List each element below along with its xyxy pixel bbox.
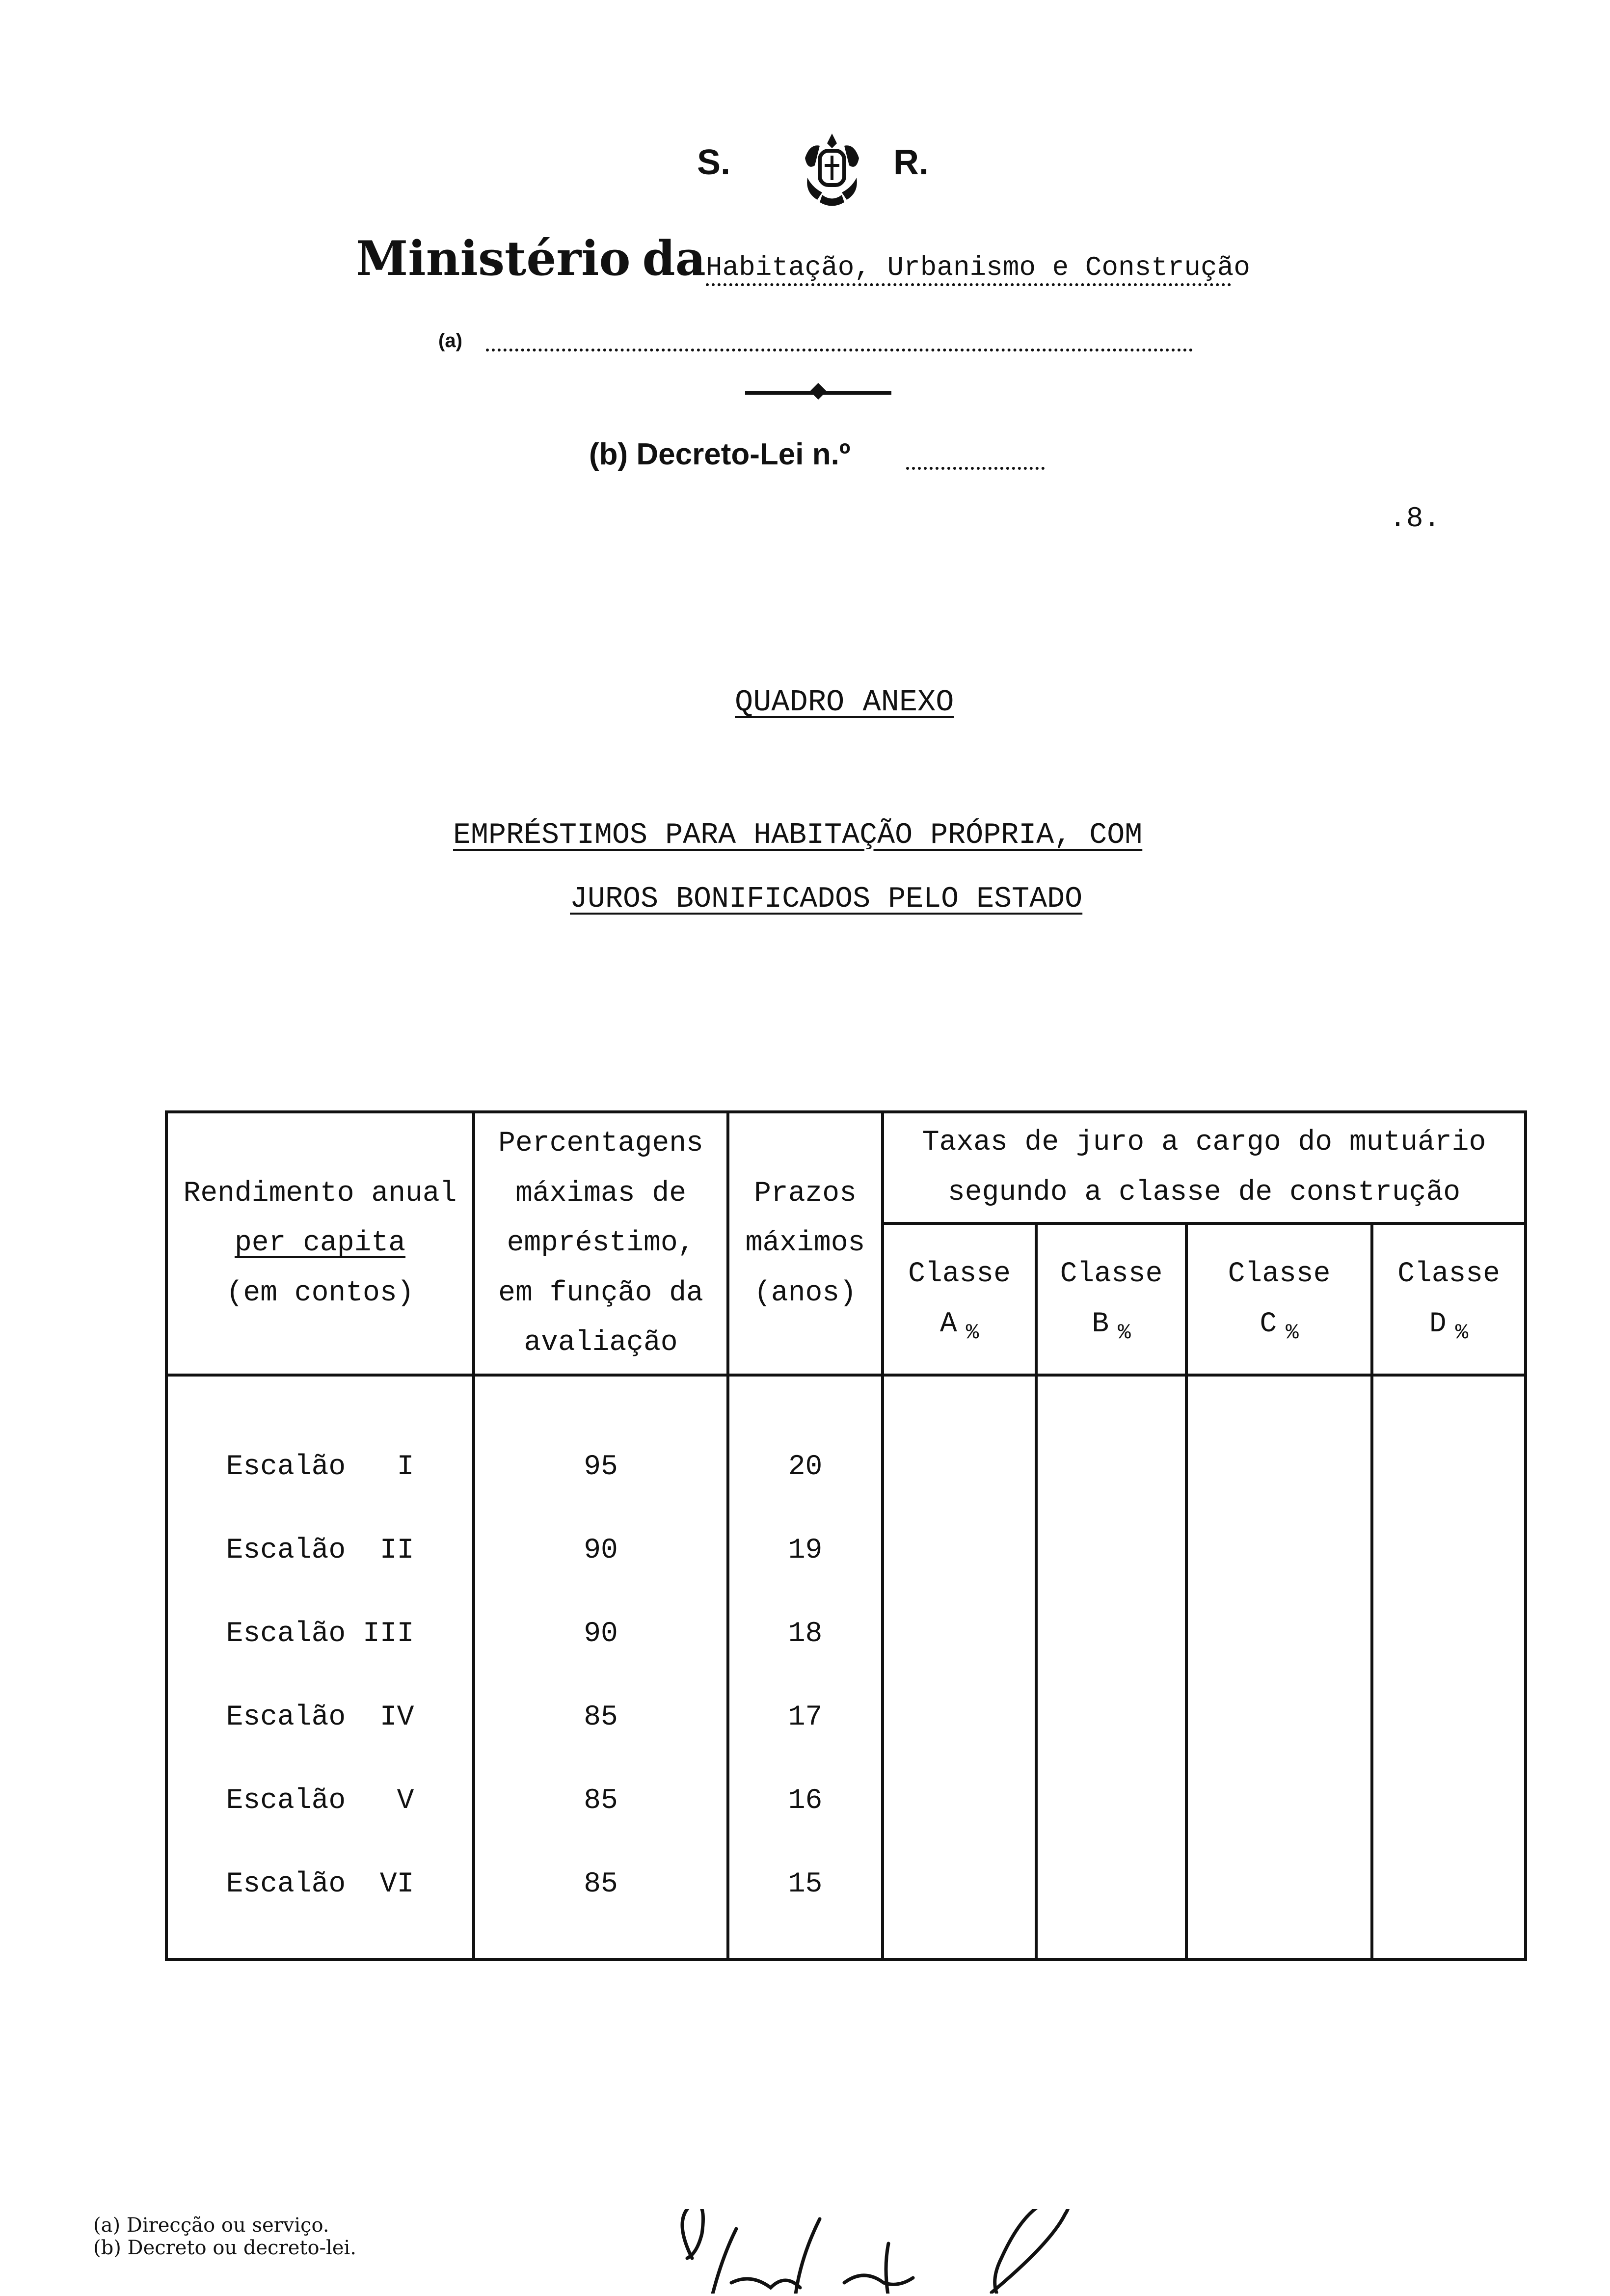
column-percent <box>474 1375 728 1960</box>
row-percent: 90 <box>584 1618 618 1650</box>
header-term <box>728 1112 883 1375</box>
column-class-d <box>1372 1375 1526 1960</box>
column-class-b <box>1036 1375 1186 1960</box>
row-bracket: Escalão IV <box>226 1702 414 1733</box>
class-label: Classe <box>1228 1258 1331 1290</box>
row-bracket: Escalão V <box>226 1785 414 1817</box>
header-class-a <box>883 1223 1036 1375</box>
ministry-name: Habitação, Urbanismo e Construção <box>706 252 1231 286</box>
row-term: 20 <box>788 1451 823 1483</box>
field-a-line <box>486 339 1193 351</box>
signature <box>658 2209 1237 2294</box>
ministry-prefix: Ministério <box>356 231 631 286</box>
header-class-b <box>1036 1223 1186 1375</box>
subtitle-line2: JUROS BONIFICADOS PELO ESTADO <box>570 883 1083 916</box>
class-letter: D <box>1429 1308 1447 1340</box>
header-term-line2: máximos <box>745 1227 865 1260</box>
footnotes <box>93 2214 356 2259</box>
column-class-a <box>883 1375 1036 1960</box>
subtitle-line1: EMPRÉSTIMOS PARA HABITAÇÃO PRÓPRIA, COM <box>453 819 1143 852</box>
class-unit: % <box>1286 1320 1299 1345</box>
row-term: 17 <box>788 1702 823 1733</box>
class-letter: C <box>1260 1308 1277 1340</box>
column-term <box>728 1375 883 1960</box>
ministry-line <box>356 231 1250 286</box>
header-class-d <box>1372 1223 1526 1375</box>
row-term: 15 <box>788 1868 823 1900</box>
header-percent: Percentagens máximas de empréstimo, em função da avaliação <box>474 1112 728 1375</box>
class-label: Classe <box>1060 1258 1163 1290</box>
decree-label: (b) Decreto-Lei n.º <box>589 437 851 471</box>
field-a-label: (a) <box>438 330 462 351</box>
row-bracket: Escalão III <box>226 1618 414 1650</box>
footnote-a: (a) Direcção ou serviço. <box>93 2214 329 2237</box>
letterhead-s: S. <box>697 143 731 182</box>
row-term: 19 <box>788 1535 823 1567</box>
decree-number-line <box>906 459 1045 470</box>
class-unit: % <box>1455 1320 1469 1345</box>
header-income-line3: (em contos) <box>226 1277 414 1309</box>
header-term-line1: Prazos <box>754 1177 857 1210</box>
class-letter: A <box>939 1308 957 1340</box>
header-income-line1: Rendimento anual <box>183 1177 457 1210</box>
row-percent: 85 <box>584 1785 618 1817</box>
ornament-diamond-icon <box>810 383 827 400</box>
header-income <box>166 1112 474 1375</box>
header-income-line2: per capita <box>234 1227 406 1260</box>
row-term: 18 <box>788 1618 823 1650</box>
row-bracket: Escalão II <box>226 1535 414 1567</box>
footnote-b: (b) Decreto ou decreto-lei. <box>93 2237 357 2259</box>
class-unit: % <box>1118 1320 1131 1345</box>
class-unit: % <box>966 1320 979 1345</box>
title: QUADRO ANEXO <box>735 685 954 720</box>
row-percent: 95 <box>584 1451 618 1483</box>
row-term: 16 <box>788 1785 823 1817</box>
class-label: Classe <box>908 1258 1011 1290</box>
row-percent: 85 <box>584 1868 618 1900</box>
column-class-c <box>1186 1375 1372 1960</box>
letterhead-r: R. <box>893 143 929 182</box>
header-class-c <box>1186 1223 1372 1375</box>
column-brackets <box>166 1375 474 1960</box>
header-rates-group: Taxas de juro a cargo do mutuário segundo a classe de construção <box>883 1112 1526 1223</box>
row-percent: 85 <box>584 1702 618 1733</box>
page-number: .8. <box>1389 503 1441 535</box>
row-bracket: Escalão VI <box>226 1868 414 1900</box>
class-letter: B <box>1092 1308 1109 1340</box>
header-term-line3: (anos) <box>754 1277 857 1309</box>
ministry-da: da <box>642 231 706 286</box>
loan-table <box>165 1110 1527 1961</box>
row-percent: 90 <box>584 1535 618 1567</box>
coat-of-arms-emblem <box>790 129 874 207</box>
class-label: Classe <box>1397 1258 1500 1290</box>
row-bracket: Escalão I <box>226 1451 414 1483</box>
